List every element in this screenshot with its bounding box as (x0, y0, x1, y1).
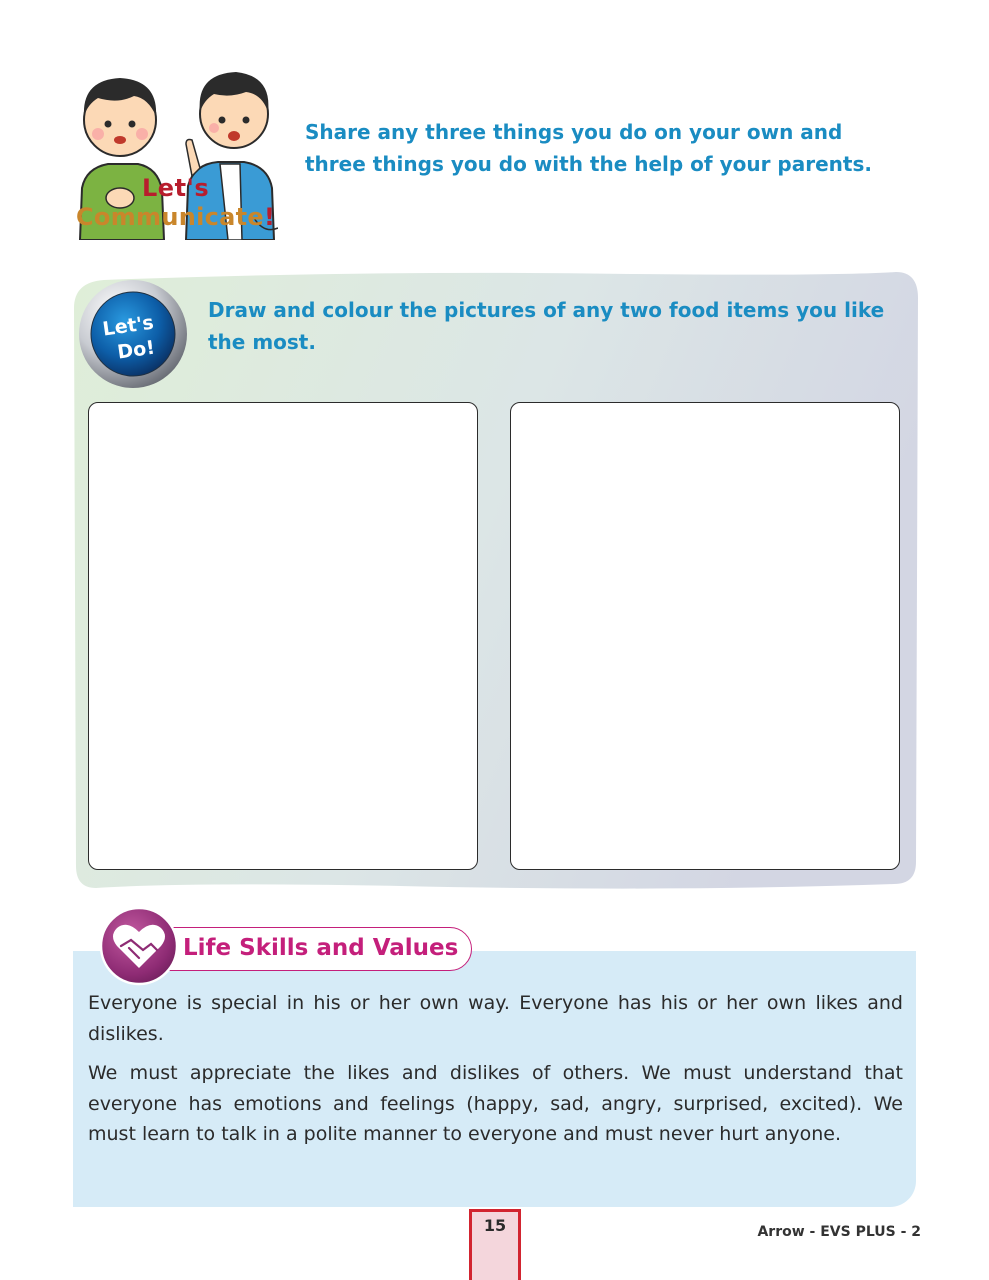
lets-do-badge-do: Do! (116, 336, 157, 364)
book-title: Arrow - EVS PLUS - 2 (757, 1224, 921, 1240)
lets-do-prompt: Draw and colour the pictures of any two food items you like the most. (208, 298, 885, 354)
drawing-box-food-2[interactable] (510, 402, 900, 870)
life-skills-body (88, 988, 903, 1159)
lets-communicate-badge-excl: ! (264, 203, 276, 231)
drawing-box-food-1[interactable] (88, 402, 478, 870)
life-skills-paragraph-1: Everyone is special in his or her own way. Everyone has his or her own likes and dislikes. (88, 992, 903, 1045)
life-skills-paragraph-2: We must appreciate the likes and dislikes of others. We must understand that everyone has emotions and feelings (happy, sad, angry, surprised, excited). We must learn to talk in a polite manner to everyone and must never hurt anyone. (88, 1062, 903, 1145)
page-number: 15 (483, 1216, 507, 1235)
lets-do-badge-lets: Let's (101, 311, 156, 341)
lets-communicate-badge (76, 203, 275, 231)
life-skills-title: Life Skills and Values (183, 935, 459, 961)
lets-communicate-badge-word: Communicate (76, 203, 264, 231)
handshake-heart-icon (99, 906, 179, 986)
communicate-prompt: Share any three things you do on your own and three things you do with the help of your parents. (305, 120, 872, 176)
lets-communicate-badge-lets: Let's (142, 174, 210, 202)
lets-do-badge (77, 278, 189, 390)
